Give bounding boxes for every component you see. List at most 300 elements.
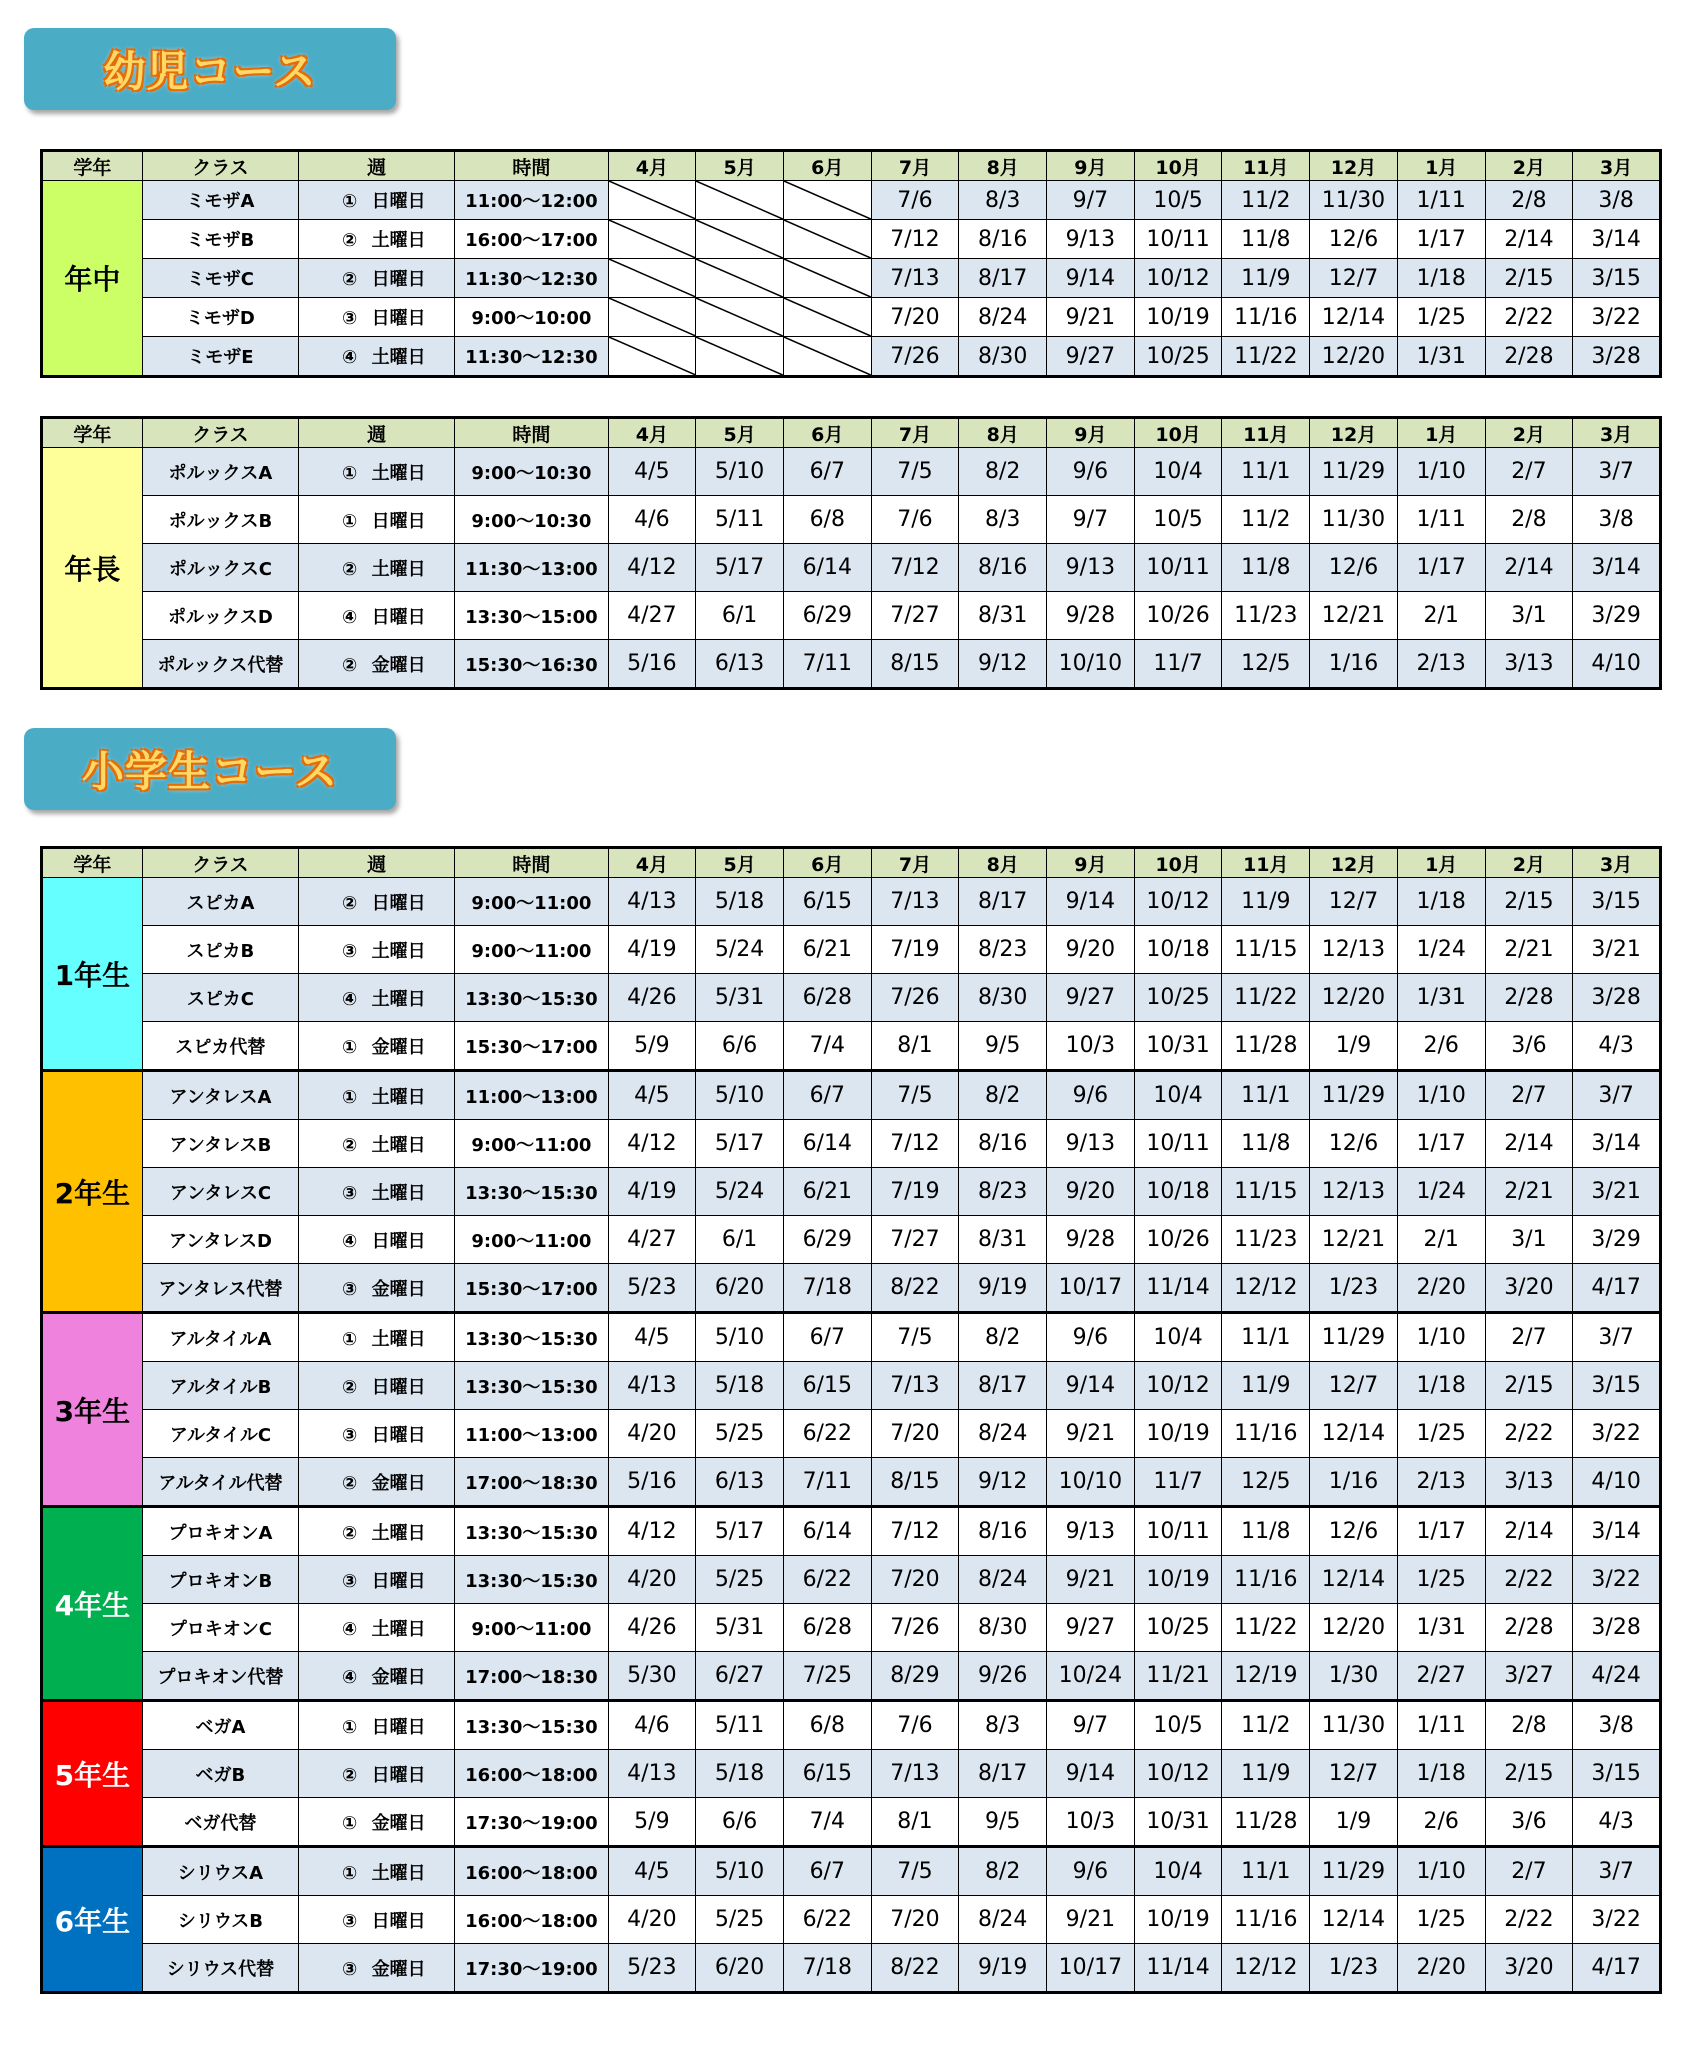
date-cell: 5/9 xyxy=(608,1022,696,1071)
week-cell xyxy=(299,1410,455,1458)
weekday: 日曜日 xyxy=(371,1764,426,1786)
week-cell xyxy=(299,1750,455,1798)
date-cell: 4/27 xyxy=(608,1216,696,1264)
date-cell: 11/8 xyxy=(1222,544,1310,592)
date-cell: 12/12 xyxy=(1222,1264,1310,1313)
schedule-row xyxy=(42,1120,1661,1168)
date-cell: 11/29 xyxy=(1310,1847,1398,1896)
week-number: ② xyxy=(342,230,358,251)
date-cell: 2/22 xyxy=(1485,1410,1573,1458)
date-cell: 12/6 xyxy=(1310,544,1398,592)
class-name: ポルックスD xyxy=(142,592,298,640)
date-cell: 3/20 xyxy=(1485,1264,1573,1313)
time-cell: 17:00～18:30 xyxy=(455,1652,608,1701)
elementary-schedule-table xyxy=(40,846,1662,1994)
date-cell: 3/15 xyxy=(1573,878,1661,926)
date-cell: 4/26 xyxy=(608,974,696,1022)
class-name: ミモザA xyxy=(142,181,298,220)
date-cell: 10/26 xyxy=(1134,1216,1222,1264)
date-cell: 7/5 xyxy=(871,448,959,496)
date-cell: 3/14 xyxy=(1573,1120,1661,1168)
header-row xyxy=(42,418,1661,448)
date-cell: 1/31 xyxy=(1397,1604,1485,1652)
date-cell: 4/10 xyxy=(1573,640,1661,689)
weekday: 金曜日 xyxy=(371,1958,426,1980)
class-name: スピカ代替 xyxy=(142,1022,298,1071)
weekday: 日曜日 xyxy=(371,1230,426,1252)
date-cell: 11/1 xyxy=(1222,1313,1310,1362)
date-cell: 6/14 xyxy=(783,544,871,592)
date-cell: 3/14 xyxy=(1573,220,1661,259)
date-cell: 6/22 xyxy=(783,1410,871,1458)
date-cell: 11/29 xyxy=(1310,1313,1398,1362)
date-cell: 7/18 xyxy=(783,1944,871,1993)
time-cell: 15:30～17:00 xyxy=(455,1264,608,1313)
week-cell xyxy=(299,1652,455,1701)
weekday: 土曜日 xyxy=(371,1862,426,1884)
date-cell: 2/14 xyxy=(1485,220,1573,259)
date-cell: 3/1 xyxy=(1485,592,1573,640)
column-header: 6月 xyxy=(783,848,871,878)
date-cell: 10/12 xyxy=(1134,259,1222,298)
schedule-row xyxy=(42,1313,1661,1362)
date-cell: 3/8 xyxy=(1573,1701,1661,1750)
date-cell: 5/25 xyxy=(696,1410,784,1458)
date-cell: 7/19 xyxy=(871,1168,959,1216)
class-name: ポルックスB xyxy=(142,496,298,544)
date-cell: 9/27 xyxy=(1047,1604,1135,1652)
date-cell: 11/2 xyxy=(1222,1701,1310,1750)
week-cell xyxy=(299,974,455,1022)
week-cell xyxy=(299,298,455,337)
schedule-row xyxy=(42,878,1661,926)
date-cell: 8/23 xyxy=(959,926,1047,974)
column-header: 6月 xyxy=(783,151,871,181)
date-cell: 7/12 xyxy=(871,1120,959,1168)
date-cell: 6/7 xyxy=(783,448,871,496)
weekday: 日曜日 xyxy=(371,606,426,628)
week-number: ① xyxy=(342,1328,358,1350)
date-cell: 5/23 xyxy=(608,1264,696,1313)
schedule-row xyxy=(42,1458,1661,1507)
weekday: 土曜日 xyxy=(371,1618,426,1640)
date-cell: 9/6 xyxy=(1047,448,1135,496)
date-cell: 4/27 xyxy=(608,592,696,640)
nenchu-schedule-table xyxy=(40,149,1662,378)
date-cell: 11/22 xyxy=(1222,974,1310,1022)
schedule-row xyxy=(42,1798,1661,1847)
date-cell: 2/28 xyxy=(1485,1604,1573,1652)
date-cell: 9/14 xyxy=(1047,1362,1135,1410)
date-cell: 3/15 xyxy=(1573,259,1661,298)
week-cell xyxy=(299,544,455,592)
column-header: 7月 xyxy=(871,418,959,448)
schedule-row xyxy=(42,1264,1661,1313)
week-cell xyxy=(299,496,455,544)
date-cell: 9/12 xyxy=(959,1458,1047,1507)
week-cell xyxy=(299,1847,455,1896)
date-cell: 6/29 xyxy=(783,1216,871,1264)
date-cell: 2/1 xyxy=(1397,592,1485,640)
date-cell: 1/16 xyxy=(1310,1458,1398,1507)
schedule-row xyxy=(42,1750,1661,1798)
date-cell: 11/15 xyxy=(1222,1168,1310,1216)
date-cell: 6/15 xyxy=(783,1750,871,1798)
class-name: スピカC xyxy=(142,974,298,1022)
date-cell: 9/28 xyxy=(1047,1216,1135,1264)
date-cell: 2/20 xyxy=(1397,1264,1485,1313)
weekday: 日曜日 xyxy=(371,1570,426,1592)
week-number: ① xyxy=(342,510,358,532)
weekday: 日曜日 xyxy=(371,191,426,212)
date-cell: 1/18 xyxy=(1397,259,1485,298)
week-number: ③ xyxy=(342,1278,358,1300)
date-cell: 11/7 xyxy=(1134,1458,1222,1507)
week-number: ③ xyxy=(342,1958,358,1980)
column-header: 7月 xyxy=(871,848,959,878)
date-cell: 3/28 xyxy=(1573,974,1661,1022)
week-cell xyxy=(299,1313,455,1362)
date-cell: 7/26 xyxy=(871,337,959,377)
date-cell: 3/8 xyxy=(1573,496,1661,544)
date-cell: 9/20 xyxy=(1047,1168,1135,1216)
date-cell: 6/8 xyxy=(783,1701,871,1750)
week-number: ③ xyxy=(342,940,358,962)
date-cell: 8/17 xyxy=(959,878,1047,926)
column-header: 10月 xyxy=(1134,848,1222,878)
date-cell: 2/8 xyxy=(1485,1701,1573,1750)
week-number: ① xyxy=(342,1036,358,1058)
date-cell: 10/17 xyxy=(1047,1264,1135,1313)
week-number: ① xyxy=(342,1716,358,1738)
date-cell: 1/23 xyxy=(1310,1264,1398,1313)
date-cell: 11/16 xyxy=(1222,1410,1310,1458)
class-name: アルタイル代替 xyxy=(142,1458,298,1507)
column-header: クラス xyxy=(142,848,298,878)
date-cell: 8/29 xyxy=(871,1652,959,1701)
class-name: アルタイルA xyxy=(142,1313,298,1362)
date-cell: 3/15 xyxy=(1573,1750,1661,1798)
date-cell: 9/21 xyxy=(1047,1896,1135,1944)
date-cell: 5/25 xyxy=(696,1896,784,1944)
date-cell: 8/24 xyxy=(959,1896,1047,1944)
column-header: 4月 xyxy=(608,848,696,878)
no-class-cell xyxy=(696,298,784,337)
time-cell: 15:30～16:30 xyxy=(455,640,608,689)
date-cell: 12/21 xyxy=(1310,592,1398,640)
weekday: 日曜日 xyxy=(371,510,426,532)
date-cell: 4/13 xyxy=(608,878,696,926)
date-cell: 7/13 xyxy=(871,1750,959,1798)
schedule-row xyxy=(42,259,1661,298)
time-cell: 17:30～19:00 xyxy=(455,1944,608,1993)
schedule-row xyxy=(42,220,1661,259)
date-cell: 7/20 xyxy=(871,298,959,337)
elementary-course-banner xyxy=(24,728,396,810)
date-cell: 8/2 xyxy=(959,1071,1047,1120)
date-cell: 11/29 xyxy=(1310,448,1398,496)
time-cell: 13:30～15:30 xyxy=(455,1701,608,1750)
week-cell xyxy=(299,1362,455,1410)
time-cell: 16:00～18:00 xyxy=(455,1847,608,1896)
date-cell: 9/6 xyxy=(1047,1847,1135,1896)
date-cell: 3/28 xyxy=(1573,337,1661,377)
date-cell: 4/5 xyxy=(608,1313,696,1362)
date-cell: 3/7 xyxy=(1573,1071,1661,1120)
weekday: 日曜日 xyxy=(371,1376,426,1398)
time-cell: 13:30～15:30 xyxy=(455,1556,608,1604)
weekday: 日曜日 xyxy=(371,1424,426,1446)
date-cell: 11/16 xyxy=(1222,1556,1310,1604)
date-cell: 5/17 xyxy=(696,1120,784,1168)
time-cell: 13:30～15:00 xyxy=(455,592,608,640)
column-header: 11月 xyxy=(1222,848,1310,878)
date-cell: 3/13 xyxy=(1485,640,1573,689)
week-number: ④ xyxy=(342,1618,358,1640)
time-cell: 9:00～10:30 xyxy=(455,448,608,496)
date-cell: 10/11 xyxy=(1134,220,1222,259)
date-cell: 5/11 xyxy=(696,496,784,544)
date-cell: 4/13 xyxy=(608,1750,696,1798)
date-cell: 5/16 xyxy=(608,1458,696,1507)
date-cell: 11/2 xyxy=(1222,181,1310,220)
weekday: 金曜日 xyxy=(371,1812,426,1834)
week-cell xyxy=(299,1798,455,1847)
grade-cell: 3年生 xyxy=(42,1313,143,1507)
date-cell: 7/20 xyxy=(871,1556,959,1604)
week-number: ③ xyxy=(342,1570,358,1592)
column-header: 5月 xyxy=(696,151,784,181)
date-cell: 1/25 xyxy=(1397,1896,1485,1944)
weekday: 日曜日 xyxy=(371,308,426,329)
week-number: ② xyxy=(342,1472,358,1494)
date-cell: 8/30 xyxy=(959,1604,1047,1652)
date-cell: 8/17 xyxy=(959,1362,1047,1410)
date-cell: 10/25 xyxy=(1134,337,1222,377)
date-cell: 12/6 xyxy=(1310,220,1398,259)
column-header: 1月 xyxy=(1397,418,1485,448)
time-cell: 9:00～10:30 xyxy=(455,496,608,544)
date-cell: 5/24 xyxy=(696,926,784,974)
time-cell: 17:00～18:30 xyxy=(455,1458,608,1507)
date-cell: 10/25 xyxy=(1134,974,1222,1022)
week-number: ④ xyxy=(342,1666,358,1688)
no-class-cell xyxy=(783,181,871,220)
class-name: ミモザC xyxy=(142,259,298,298)
date-cell: 7/13 xyxy=(871,259,959,298)
date-cell: 3/29 xyxy=(1573,592,1661,640)
date-cell: 4/17 xyxy=(1573,1264,1661,1313)
class-name: プロキオンB xyxy=(142,1556,298,1604)
column-header: 学年 xyxy=(42,151,143,181)
date-cell: 7/6 xyxy=(871,496,959,544)
date-cell: 9/13 xyxy=(1047,1507,1135,1556)
date-cell: 3/22 xyxy=(1573,1410,1661,1458)
date-cell: 7/26 xyxy=(871,974,959,1022)
time-cell: 9:00～11:00 xyxy=(455,1604,608,1652)
week-number: ② xyxy=(342,1522,358,1544)
date-cell: 7/4 xyxy=(783,1798,871,1847)
date-cell: 2/7 xyxy=(1485,1071,1573,1120)
header-row xyxy=(42,848,1661,878)
date-cell: 3/21 xyxy=(1573,926,1661,974)
class-name: ポルックスC xyxy=(142,544,298,592)
date-cell: 12/19 xyxy=(1222,1652,1310,1701)
date-cell: 10/12 xyxy=(1134,1362,1222,1410)
time-cell: 17:30～19:00 xyxy=(455,1798,608,1847)
week-cell xyxy=(299,640,455,689)
date-cell: 6/14 xyxy=(783,1120,871,1168)
date-cell: 6/15 xyxy=(783,1362,871,1410)
no-class-cell xyxy=(608,259,696,298)
date-cell: 8/24 xyxy=(959,298,1047,337)
date-cell: 1/23 xyxy=(1310,1944,1398,1993)
date-cell: 1/31 xyxy=(1397,337,1485,377)
date-cell: 11/28 xyxy=(1222,1022,1310,1071)
class-name: アンタレスB xyxy=(142,1120,298,1168)
date-cell: 3/7 xyxy=(1573,448,1661,496)
date-cell: 12/20 xyxy=(1310,1604,1398,1652)
column-header: 学年 xyxy=(42,848,143,878)
date-cell: 11/8 xyxy=(1222,1120,1310,1168)
date-cell: 2/6 xyxy=(1397,1798,1485,1847)
date-cell: 5/11 xyxy=(696,1701,784,1750)
date-cell: 11/21 xyxy=(1134,1652,1222,1701)
date-cell: 3/14 xyxy=(1573,1507,1661,1556)
nencho-schedule-table xyxy=(40,416,1662,690)
schedule-row xyxy=(42,298,1661,337)
time-cell: 13:30～15:30 xyxy=(455,1507,608,1556)
class-name: プロキオンA xyxy=(142,1507,298,1556)
week-cell xyxy=(299,220,455,259)
week-number: ④ xyxy=(342,988,358,1010)
time-cell: 16:00～18:00 xyxy=(455,1896,608,1944)
date-cell: 3/15 xyxy=(1573,1362,1661,1410)
time-cell: 9:00～11:00 xyxy=(455,878,608,926)
date-cell: 7/19 xyxy=(871,926,959,974)
date-cell: 4/13 xyxy=(608,1362,696,1410)
week-cell xyxy=(299,181,455,220)
date-cell: 7/12 xyxy=(871,220,959,259)
grade-cell: 4年生 xyxy=(42,1507,143,1701)
date-cell: 3/14 xyxy=(1573,544,1661,592)
no-class-cell xyxy=(696,337,784,377)
date-cell: 10/19 xyxy=(1134,1556,1222,1604)
schedule-row xyxy=(42,544,1661,592)
kindergarten-course-banner xyxy=(24,28,396,110)
date-cell: 9/28 xyxy=(1047,592,1135,640)
week-number: ③ xyxy=(342,308,358,329)
grade-cell: 6年生 xyxy=(42,1847,143,1993)
no-class-cell xyxy=(608,181,696,220)
date-cell: 5/9 xyxy=(608,1798,696,1847)
column-header: 3月 xyxy=(1573,151,1661,181)
grade-cell: 2年生 xyxy=(42,1071,143,1313)
date-cell: 2/13 xyxy=(1397,640,1485,689)
week-number: ② xyxy=(342,654,358,676)
date-cell: 10/31 xyxy=(1134,1798,1222,1847)
date-cell: 1/25 xyxy=(1397,298,1485,337)
no-class-cell xyxy=(783,220,871,259)
date-cell: 10/24 xyxy=(1047,1652,1135,1701)
schedule-row xyxy=(42,1216,1661,1264)
date-cell: 1/9 xyxy=(1310,1798,1398,1847)
weekday: 土曜日 xyxy=(371,1328,426,1350)
time-cell: 9:00～11:00 xyxy=(455,1120,608,1168)
class-name: ベガ代替 xyxy=(142,1798,298,1847)
schedule-row xyxy=(42,592,1661,640)
date-cell: 12/13 xyxy=(1310,926,1398,974)
date-cell: 9/26 xyxy=(959,1652,1047,1701)
weekday: 日曜日 xyxy=(371,1910,426,1932)
weekday: 日曜日 xyxy=(371,892,426,914)
date-cell: 2/8 xyxy=(1485,496,1573,544)
week-cell xyxy=(299,1896,455,1944)
week-number: ③ xyxy=(342,1910,358,1932)
date-cell: 1/18 xyxy=(1397,1362,1485,1410)
date-cell: 7/27 xyxy=(871,592,959,640)
date-cell: 9/21 xyxy=(1047,1410,1135,1458)
date-cell: 10/10 xyxy=(1047,1458,1135,1507)
date-cell: 4/24 xyxy=(1573,1652,1661,1701)
date-cell: 3/7 xyxy=(1573,1847,1661,1896)
date-cell: 8/23 xyxy=(959,1168,1047,1216)
date-cell: 5/31 xyxy=(696,1604,784,1652)
date-cell: 6/15 xyxy=(783,878,871,926)
week-cell xyxy=(299,1071,455,1120)
date-cell: 11/9 xyxy=(1222,259,1310,298)
class-name: ミモザE xyxy=(142,337,298,377)
date-cell: 8/31 xyxy=(959,592,1047,640)
date-cell: 6/28 xyxy=(783,1604,871,1652)
date-cell: 6/6 xyxy=(696,1022,784,1071)
date-cell: 1/24 xyxy=(1397,926,1485,974)
schedule-row xyxy=(42,1362,1661,1410)
week-number: ① xyxy=(342,462,358,484)
week-cell xyxy=(299,1120,455,1168)
date-cell: 4/6 xyxy=(608,1701,696,1750)
date-cell: 8/3 xyxy=(959,496,1047,544)
weekday: 土曜日 xyxy=(371,347,426,368)
date-cell: 4/3 xyxy=(1573,1022,1661,1071)
week-number: ④ xyxy=(342,606,358,628)
class-name: シリウス代替 xyxy=(142,1944,298,1993)
date-cell: 12/20 xyxy=(1310,974,1398,1022)
date-cell: 11/28 xyxy=(1222,1798,1310,1847)
no-class-cell xyxy=(696,259,784,298)
date-cell: 5/18 xyxy=(696,1750,784,1798)
class-name: アルタイルC xyxy=(142,1410,298,1458)
class-name: プロキオンC xyxy=(142,1604,298,1652)
date-cell: 1/10 xyxy=(1397,1847,1485,1896)
date-cell: 11/9 xyxy=(1222,878,1310,926)
date-cell: 1/18 xyxy=(1397,1750,1485,1798)
date-cell: 2/15 xyxy=(1485,878,1573,926)
date-cell: 10/11 xyxy=(1134,1507,1222,1556)
date-cell: 11/15 xyxy=(1222,926,1310,974)
no-class-cell xyxy=(783,298,871,337)
class-name: ポルックスA xyxy=(142,448,298,496)
date-cell: 7/4 xyxy=(783,1022,871,1071)
date-cell: 9/21 xyxy=(1047,1556,1135,1604)
date-cell: 9/5 xyxy=(959,1798,1047,1847)
date-cell: 6/20 xyxy=(696,1264,784,1313)
schedule-row xyxy=(42,1604,1661,1652)
schedule-row xyxy=(42,1896,1661,1944)
class-name: ベガA xyxy=(142,1701,298,1750)
date-cell: 6/28 xyxy=(783,974,871,1022)
date-cell: 5/18 xyxy=(696,1362,784,1410)
